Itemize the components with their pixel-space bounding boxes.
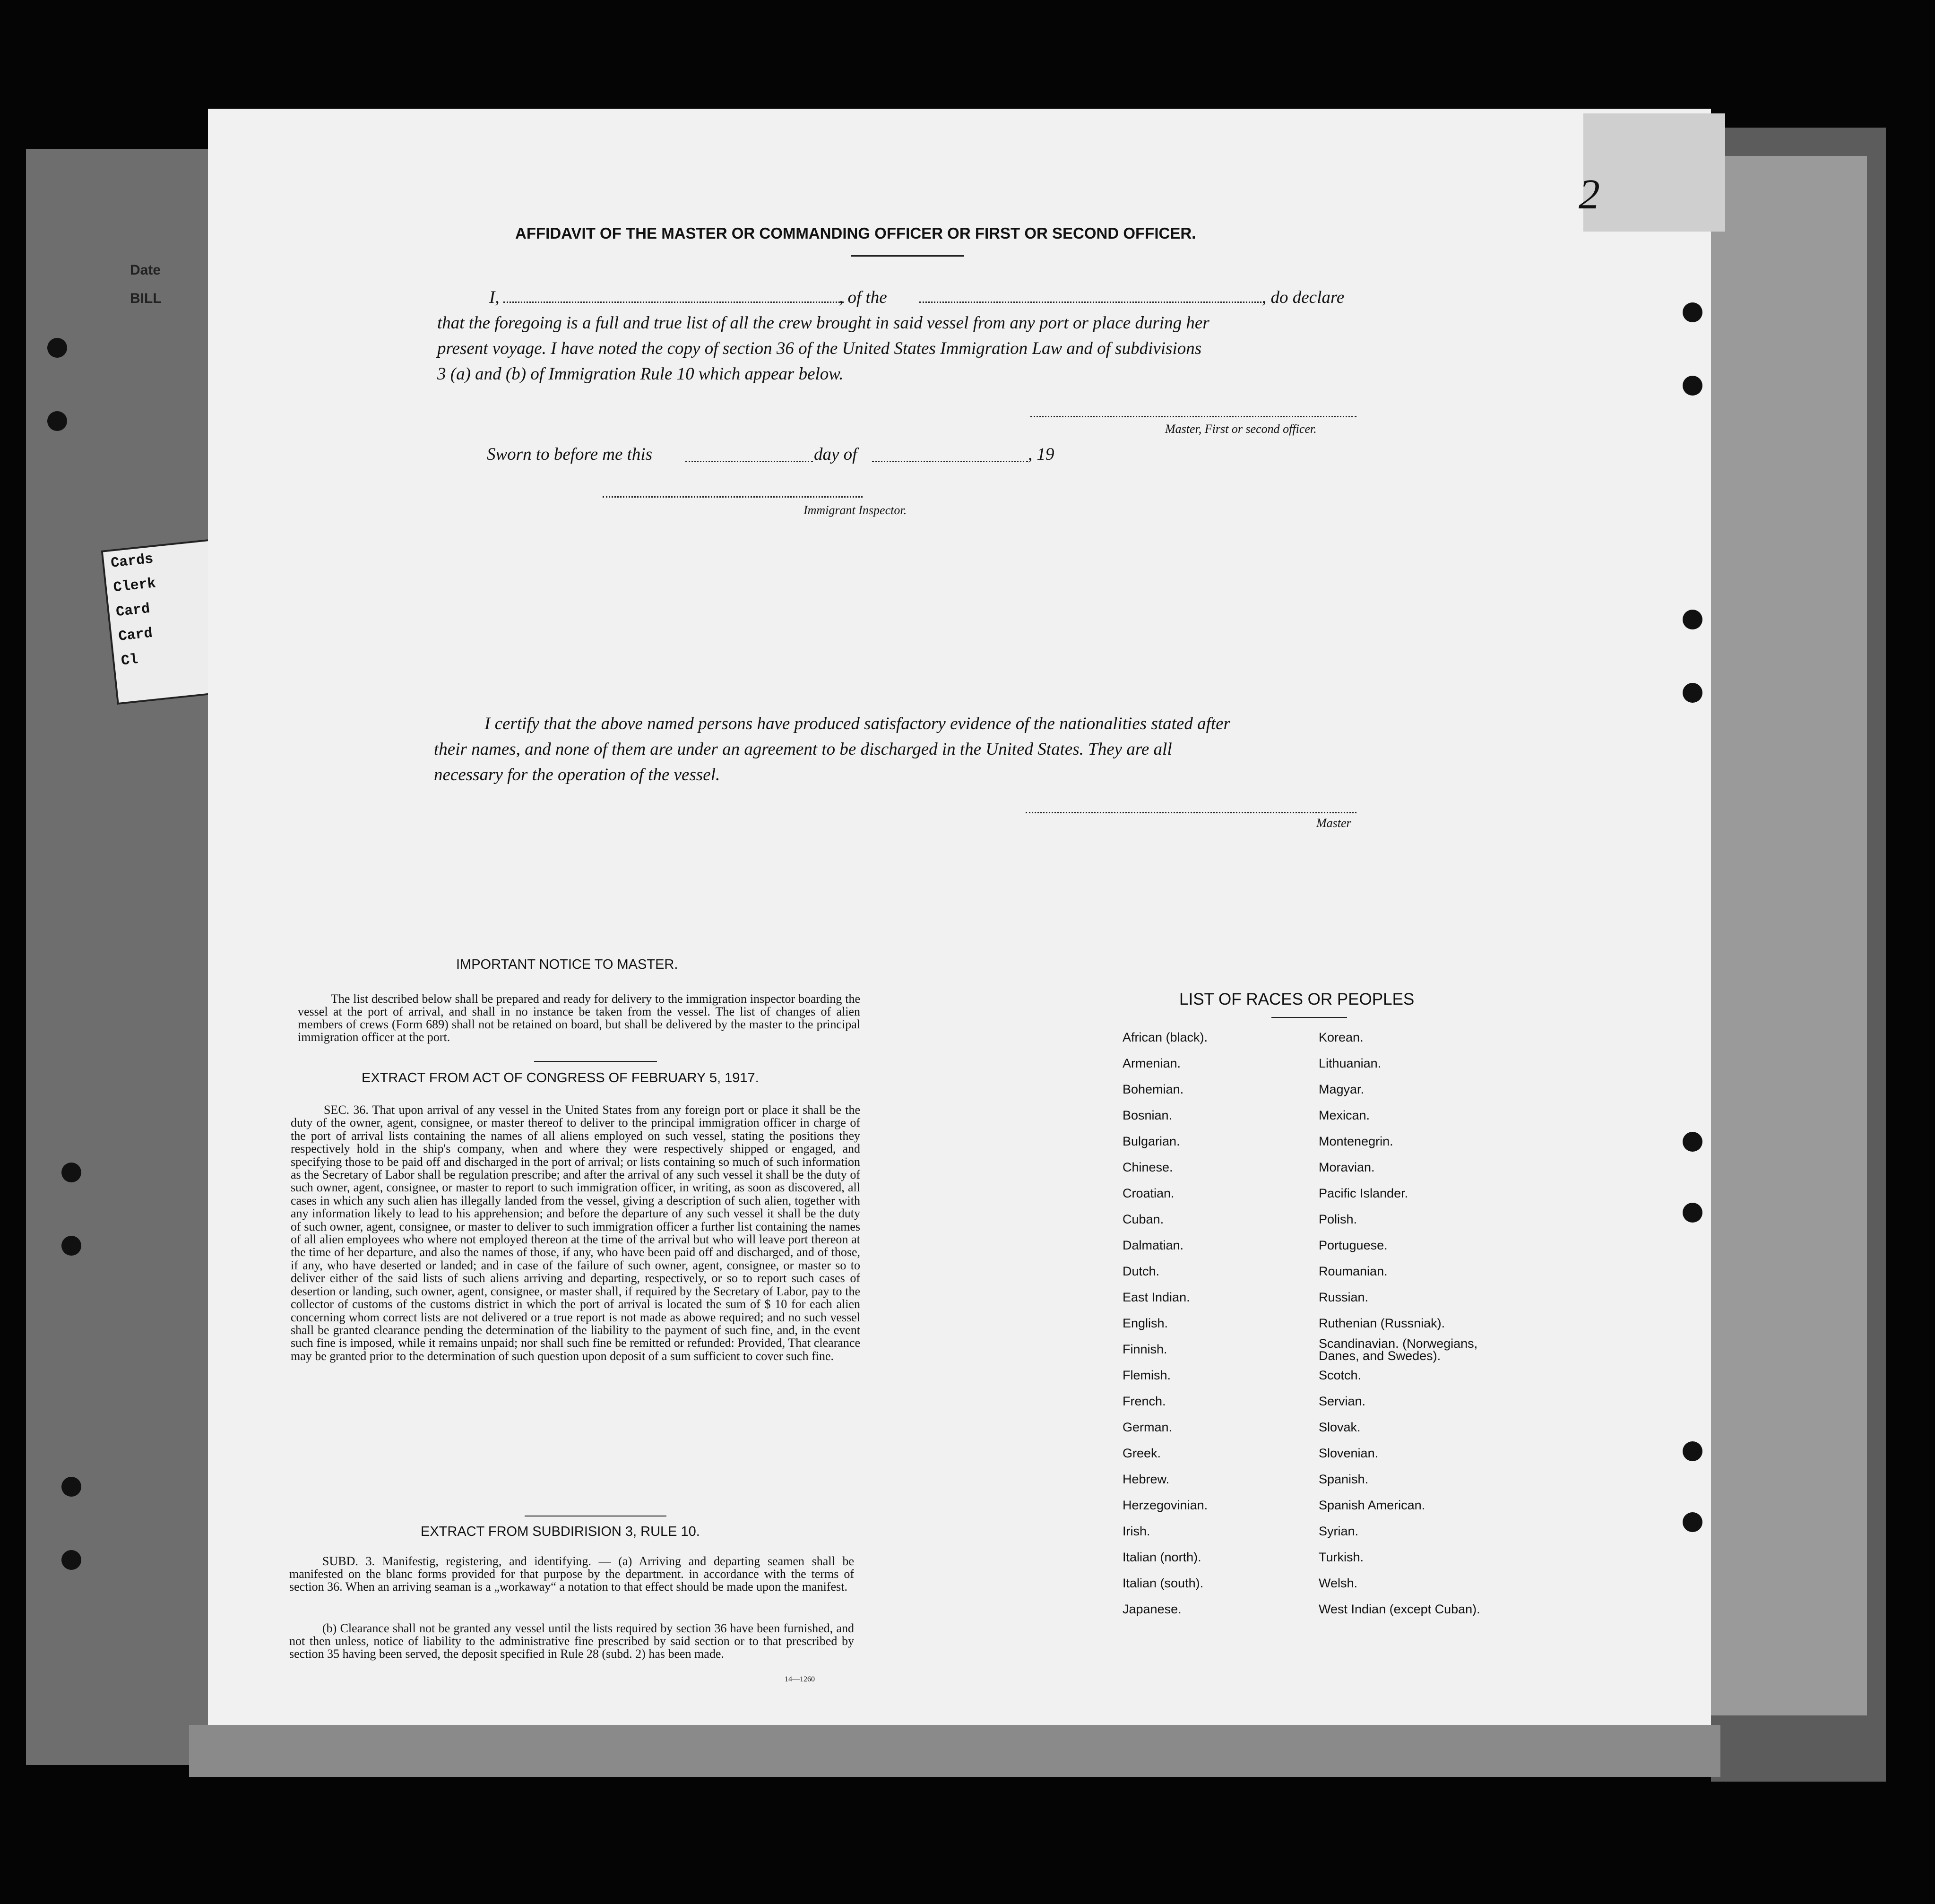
race-item: Italian (south).: [1123, 1576, 1204, 1590]
declaration-i: I,: [489, 288, 500, 307]
punch-hole: [1683, 1441, 1702, 1461]
race-item: Spanish.: [1319, 1472, 1369, 1486]
race-item: Polish.: [1319, 1212, 1357, 1226]
notice-text: The list described below shall be prepared and ready for delivery to the immigration inspector boarding the vessel at the port of arrival, and shall in no instance be taken from the vessel. The list of changes of alien members of crews (Form 689) shall not be retained on board, but shall be delivered by the master to the principal immigration officer at the port.: [298, 992, 860, 1044]
race-item: Montenegrin.: [1319, 1134, 1393, 1148]
vessel-blank: [919, 302, 1264, 303]
race-item: Cuban.: [1123, 1212, 1164, 1226]
stamp-line: Card: [118, 625, 154, 645]
race-item: Spanish American.: [1319, 1498, 1425, 1512]
race-item: Greek.: [1123, 1446, 1161, 1460]
race-item: Magyar.: [1319, 1082, 1365, 1096]
race-item: Flemish.: [1123, 1368, 1171, 1382]
inspector-signature-line: [603, 496, 863, 498]
page-number: 2: [1579, 171, 1600, 218]
extract1-text: SEC. 36. That upon arrival of any vessel in the United States from any foreign port or place it shall be the duty of the owner, agent, consignee, or master thereof to deliver to the principal immigration officer in charge of the port of arrival lists containing the names of all aliens employed on such vessel, stating the positions they respectively hold in the ship's company, when and where they were respectively shipped or engaged, and specifying those to be paid off and discharged in the port of arrival; or lists containing so much of such information as the Secretary of Labor shall be regulation prescribe; and after the arrival of any such vessel it shall be the duty of such owner, agent, consignee, or master to report to such immigration officer, in writing, as soon as discovered, all cases in which any such alien has illegally landed from the vessel, giving a description of such alien, together with any information likely to lead to his apprehension; and before the departure of any such vessel it shall be the duty of such owner, agent, consignee, or master to deliver to such immigration officer a further list containing the names of all alien employees who where not employed thereon at the time of the arrival but who will leave port thereon at the time of her departure, and also the names of those, if any, who have been paid off and discharged, and of those, if any, who have deserted or landed; and in case of the failure of such owner, agent, consignee, or master so to deliver either of the said lists of such aliens arriving and departing, respectively, or so to report such cases of desertion or landing, such owner, agent, consignee, or master shall, if required by the Secretary of Labor, pay to the collector of customs of the customs district in which the port of arrival is located the sum of $ 10 for each alien concerning whom correct lists are not delivered or a true report is not made as abowe required; and no such vessel shall be granted clearance pending the determination of the liability to the payment of such fine, and, in the event such fine is imposed, while it remains unpaid; nor shall such fine be remitted or refunded: Provided, That clearance may be granted prior to the determination of such question upon deposit of a sum sufficient to cover such fine.: [291, 1103, 860, 1363]
extract1-title: EXTRACT FROM ACT OF CONGRESS OF FEBRUARY 5, 1917.: [362, 1070, 759, 1086]
punch-hole: [1683, 1132, 1702, 1152]
master-certify-line: [1026, 812, 1356, 813]
bottom-sheet-edge: [189, 1725, 1720, 1777]
punch-hole: [47, 411, 67, 431]
race-item: Portuguese.: [1319, 1238, 1388, 1252]
form-number: 14—1260: [785, 1675, 815, 1683]
races-title: LIST OF RACES OR PEOPLES: [1179, 990, 1415, 1008]
extract2-text-a: SUBD. 3. Manifestig, registering, and identifying. — (a) Arriving and departing seamen shall be manifested on the blanc forms provided for that purpose by the department. in accordance with the terms of section 36. When an arriving seaman is a „workaway“ a notation to that effect should be made upon the manifest.: [289, 1554, 854, 1594]
notice-title: IMPORTANT NOTICE TO MASTER.: [456, 957, 678, 972]
left-edge-mark: Date: [130, 262, 161, 278]
race-item: German.: [1123, 1420, 1173, 1434]
race-item: Welsh.: [1319, 1576, 1358, 1590]
races-divider: [1271, 1017, 1347, 1018]
title-divider: [851, 255, 964, 257]
race-item: Bulgarian.: [1123, 1134, 1180, 1148]
extract2-text-b: (b) Clearance shall not be granted any vessel until the lists required by section 36 have been furnished, and not then unless, notice of liability to the administrative fine prescribed by said section or to that prescribed by section 35 having been served, the deposit specified in Rule 28 (subd. 2) has been made.: [289, 1621, 854, 1661]
declaration-do-declare: , do declare: [1262, 288, 1345, 307]
race-item: Scandinavian. (Norwegians, Danes, and Swedes).: [1319, 1336, 1478, 1363]
sworn-text: Sworn to before me this: [487, 445, 653, 464]
race-item: Dalmatian.: [1123, 1238, 1184, 1252]
punch-hole: [1683, 376, 1702, 396]
stamp-line: Cards: [110, 551, 154, 572]
inspector-caption: Immigrant Inspector.: [803, 503, 907, 517]
punch-hole: [1683, 610, 1702, 629]
race-item: Italian (north).: [1123, 1550, 1201, 1564]
day-blank: [685, 461, 813, 462]
master-caption: Master, First or second officer.: [1165, 422, 1317, 436]
master-certify-caption: Master: [1316, 816, 1351, 830]
race-item: Bosnian.: [1123, 1108, 1173, 1122]
stamp-line: Cl: [120, 652, 139, 670]
stamp-line: Clerk: [112, 576, 157, 596]
race-item: Japanese.: [1123, 1602, 1182, 1616]
master-signature-line: [1030, 416, 1356, 417]
affidavit-line: 3 (a) and (b) of Immigration Rule 10 which appear below.: [437, 364, 844, 384]
punch-hole: [61, 1236, 81, 1256]
affidavit-title: AFFIDAVIT OF THE MASTER OR COMMANDING OFFICER OR FIRST OR SECOND OFFICER.: [515, 224, 1196, 242]
race-item: Ruthenian (Russniak).: [1319, 1316, 1445, 1330]
race-item: West Indian (except Cuban).: [1319, 1602, 1480, 1616]
race-item: Bohemian.: [1123, 1082, 1184, 1096]
race-item: Lithuanian.: [1319, 1056, 1382, 1070]
race-item: Armenian.: [1123, 1056, 1181, 1070]
race-item: Chinese.: [1123, 1160, 1173, 1174]
punch-hole: [1683, 683, 1702, 703]
declaration-of-the: , of the: [839, 288, 887, 307]
race-item: English.: [1123, 1316, 1168, 1330]
race-item: Korean.: [1319, 1030, 1364, 1044]
extract2-title: EXTRACT FROM SUBDIRISION 3, RULE 10.: [421, 1524, 700, 1539]
punch-hole: [1683, 302, 1702, 322]
race-item: Hebrew.: [1123, 1472, 1170, 1486]
race-item: Scotch.: [1319, 1368, 1362, 1382]
race-item: Syrian.: [1319, 1524, 1359, 1538]
race-item: Moravian.: [1319, 1160, 1375, 1174]
month-blank: [872, 461, 1028, 462]
race-item: Russian.: [1319, 1290, 1369, 1304]
race-item: Finnish.: [1123, 1342, 1167, 1356]
punch-hole: [61, 1550, 81, 1570]
left-edge-mark: BILL: [130, 291, 162, 306]
punch-hole: [1683, 1512, 1702, 1532]
race-item: Slovenian.: [1319, 1446, 1379, 1460]
race-item: Pacific Islander.: [1319, 1186, 1408, 1200]
race-item: East Indian.: [1123, 1290, 1190, 1304]
torn-corner: [1583, 113, 1725, 232]
stamp-line: Card: [115, 601, 151, 621]
section-divider: [534, 1061, 657, 1062]
race-item: Herzegovinian.: [1123, 1498, 1208, 1512]
certify-line: their names, and none of them are under an agreement to be discharged in the United States. They are all: [434, 740, 1172, 759]
certify-line: I certify that the above named persons have produced satisfactory evidence of the nationalities stated after: [484, 714, 1230, 733]
punch-hole: [61, 1477, 81, 1497]
affidavit-line: that the foregoing is a full and true list of all the crew brought in said vessel from any port or place during her: [437, 313, 1209, 333]
race-item: Mexican.: [1319, 1108, 1370, 1122]
name-blank: [503, 302, 844, 303]
sworn-day-of: day of: [814, 445, 857, 464]
certify-line: necessary for the operation of the vessel.: [434, 765, 720, 784]
punch-hole: [47, 338, 67, 358]
race-item: Dutch.: [1123, 1264, 1160, 1278]
race-item: African (black).: [1123, 1030, 1208, 1044]
race-item: French.: [1123, 1394, 1166, 1408]
race-item: Turkish.: [1319, 1550, 1364, 1564]
race-item: Roumanian.: [1319, 1264, 1388, 1278]
punch-hole: [61, 1163, 81, 1182]
race-item: Irish.: [1123, 1524, 1150, 1538]
sworn-year: , 19: [1028, 445, 1054, 464]
race-item: Croatian.: [1123, 1186, 1175, 1200]
punch-hole: [1683, 1203, 1702, 1223]
race-item: Servian.: [1319, 1394, 1366, 1408]
race-item: Slovak.: [1319, 1420, 1361, 1434]
affidavit-line: present voyage. I have noted the copy of section 36 of the United States Immigration Law and of subdivisions: [437, 339, 1202, 358]
